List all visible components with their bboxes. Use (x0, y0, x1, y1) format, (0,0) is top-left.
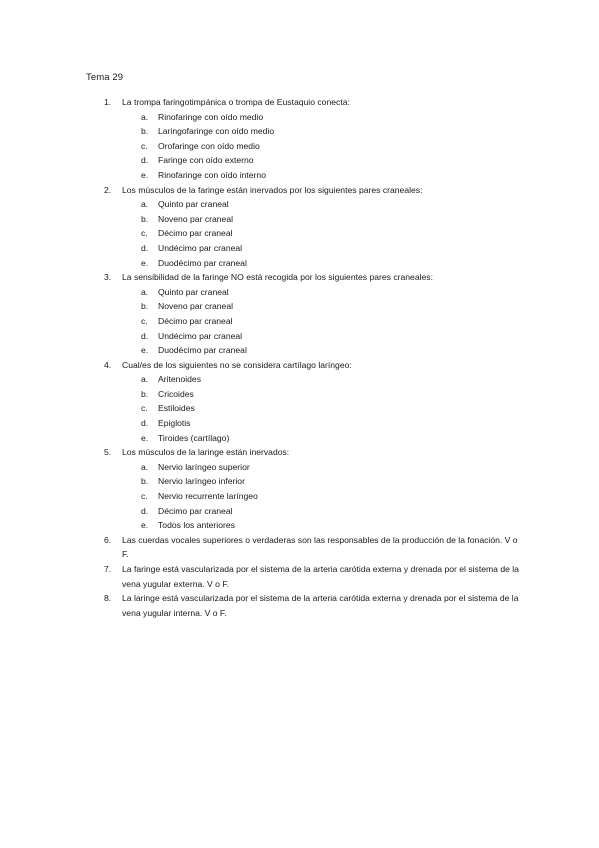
option-text: Nervio recurrente laríngeo (158, 491, 258, 502)
option-text: Tiroides (cartílago) (158, 432, 230, 443)
question-item (86, 270, 526, 358)
option-letter: c. (141, 403, 148, 414)
question-number: 5. (104, 447, 112, 458)
option-item (86, 110, 526, 125)
option-item (86, 372, 526, 387)
option-text: Rinofaringe con oído medio (158, 111, 264, 122)
option-text: Décimo par craneal (158, 505, 233, 516)
question-list (86, 95, 526, 620)
option-letter: d. (141, 242, 149, 253)
option-text: Undécimo par craneal (158, 242, 243, 253)
option-letter: a. (141, 111, 149, 122)
question-row (86, 591, 526, 620)
option-letter: d. (141, 505, 149, 516)
option-item (86, 226, 526, 241)
option-letter: c. (141, 228, 148, 239)
option-item (86, 474, 526, 489)
question-number: 3. (104, 272, 112, 283)
option-item (86, 124, 526, 139)
question-row (86, 270, 526, 285)
option-text: Estiloides (158, 403, 195, 414)
question-text: La faringe está vascularizada por el sistema de la arteria carótida externa y drenada por el sistema de la vena yugular externa. V o F. (122, 564, 519, 589)
option-letter: d. (141, 418, 149, 429)
question-text: Cual/es de los siguientes no se considera cartílago laríngeo: (122, 359, 352, 370)
option-item (86, 241, 526, 256)
option-item (86, 401, 526, 416)
question-item (86, 95, 526, 183)
option-text: Laringofaringe con oído medio (158, 126, 275, 137)
option-letter: c. (141, 491, 148, 502)
option-letter: b. (141, 301, 149, 312)
option-item (86, 504, 526, 519)
option-item (86, 460, 526, 475)
option-letter: e. (141, 169, 149, 180)
question-row (86, 358, 526, 373)
option-letter: a. (141, 461, 149, 472)
question-number: 7. (104, 564, 112, 574)
page-title: Tema 29 (86, 72, 124, 83)
option-letter: e. (141, 432, 149, 443)
question-row (86, 533, 526, 562)
question-text: Los músculos de la laringe están inervados: (122, 447, 290, 458)
option-letter: e. (141, 257, 149, 268)
option-item (86, 518, 526, 533)
option-text: Décimo par craneal (158, 228, 233, 239)
option-text: Aritenoides (158, 374, 201, 385)
question-text: Los músculos de la faringe están inervados por los siguientes pares craneales: (122, 184, 423, 195)
question-item (86, 358, 526, 446)
option-text: Epiglotis (158, 418, 191, 429)
question-text: La sensibilidad de la faringe NO está recogida por los siguientes pares craneales: (122, 272, 433, 283)
option-item (86, 343, 526, 358)
option-letter: a. (141, 286, 149, 297)
option-text: Duodécimo par craneal (158, 257, 247, 268)
question-row (86, 445, 526, 460)
option-text: Quinto par craneal (158, 199, 229, 210)
question-number: 4. (104, 359, 112, 370)
question-item (86, 445, 526, 533)
option-item (86, 299, 526, 314)
option-text: Rinofaringe con oído interno (158, 169, 266, 180)
option-text: Duodécimo par craneal (158, 345, 247, 356)
question-row (86, 95, 526, 110)
question-number: 8. (104, 593, 112, 604)
question-item (86, 183, 526, 271)
option-list (86, 110, 526, 183)
option-letter: a. (141, 199, 149, 210)
option-letter: a. (141, 374, 149, 385)
question-item (86, 591, 526, 620)
option-list (86, 460, 526, 533)
option-text: Quinto par craneal (158, 286, 229, 297)
option-letter: e. (141, 520, 149, 531)
question-text: La trompa faringotimpánica o trompa de Eustaquio conecta: (122, 97, 350, 107)
option-text: Todos los anteriores (158, 520, 235, 531)
option-letter: c. (141, 140, 148, 151)
question-number: 6. (104, 534, 112, 545)
option-letter: d. (141, 330, 149, 341)
question-row (86, 562, 526, 591)
question-number: 2. (104, 184, 112, 195)
option-item (86, 285, 526, 300)
question-number: 1. (104, 97, 112, 107)
option-letter: c. (141, 315, 148, 326)
option-list (86, 285, 526, 358)
option-list (86, 197, 526, 270)
option-item (86, 139, 526, 154)
option-item (86, 387, 526, 402)
option-letter: e. (141, 345, 149, 356)
option-text: Faringe con oído externo (158, 155, 254, 166)
option-item (86, 329, 526, 344)
option-text: Décimo par craneal (158, 315, 233, 326)
option-text: Noveno par craneal (158, 213, 234, 224)
question-text: La laringe está vascularizada por el sistema de la arteria carótida externa y drenada por el sistema de la vena yugular interna. V o F. (122, 593, 519, 618)
option-item (86, 197, 526, 212)
option-letter: b. (141, 476, 149, 487)
option-letter: b. (141, 126, 149, 137)
question-row (86, 183, 526, 198)
option-item (86, 314, 526, 329)
option-list (86, 372, 526, 445)
option-letter: b. (141, 213, 149, 224)
option-letter: b. (141, 388, 149, 399)
option-item (86, 489, 526, 504)
option-text: Nervio laríngeo inferior (158, 476, 245, 487)
option-item (86, 431, 526, 446)
question-item (86, 533, 526, 562)
option-text: Cricoides (158, 388, 194, 399)
option-item (86, 153, 526, 168)
option-text: Orofaringe con oído medio (158, 140, 260, 151)
option-text: Noveno par craneal (158, 301, 234, 312)
question-item (86, 562, 526, 591)
option-letter: d. (141, 155, 149, 166)
option-text: Undécimo par craneal (158, 330, 243, 341)
option-text: Nervio laríngeo superior (158, 461, 250, 472)
option-item (86, 212, 526, 227)
question-text: Las cuerdas vocales superiores o verdaderas son las responsables de la producción de la fonación. V o F. (122, 534, 518, 560)
option-item (86, 256, 526, 271)
option-item (86, 416, 526, 431)
option-item (86, 168, 526, 183)
